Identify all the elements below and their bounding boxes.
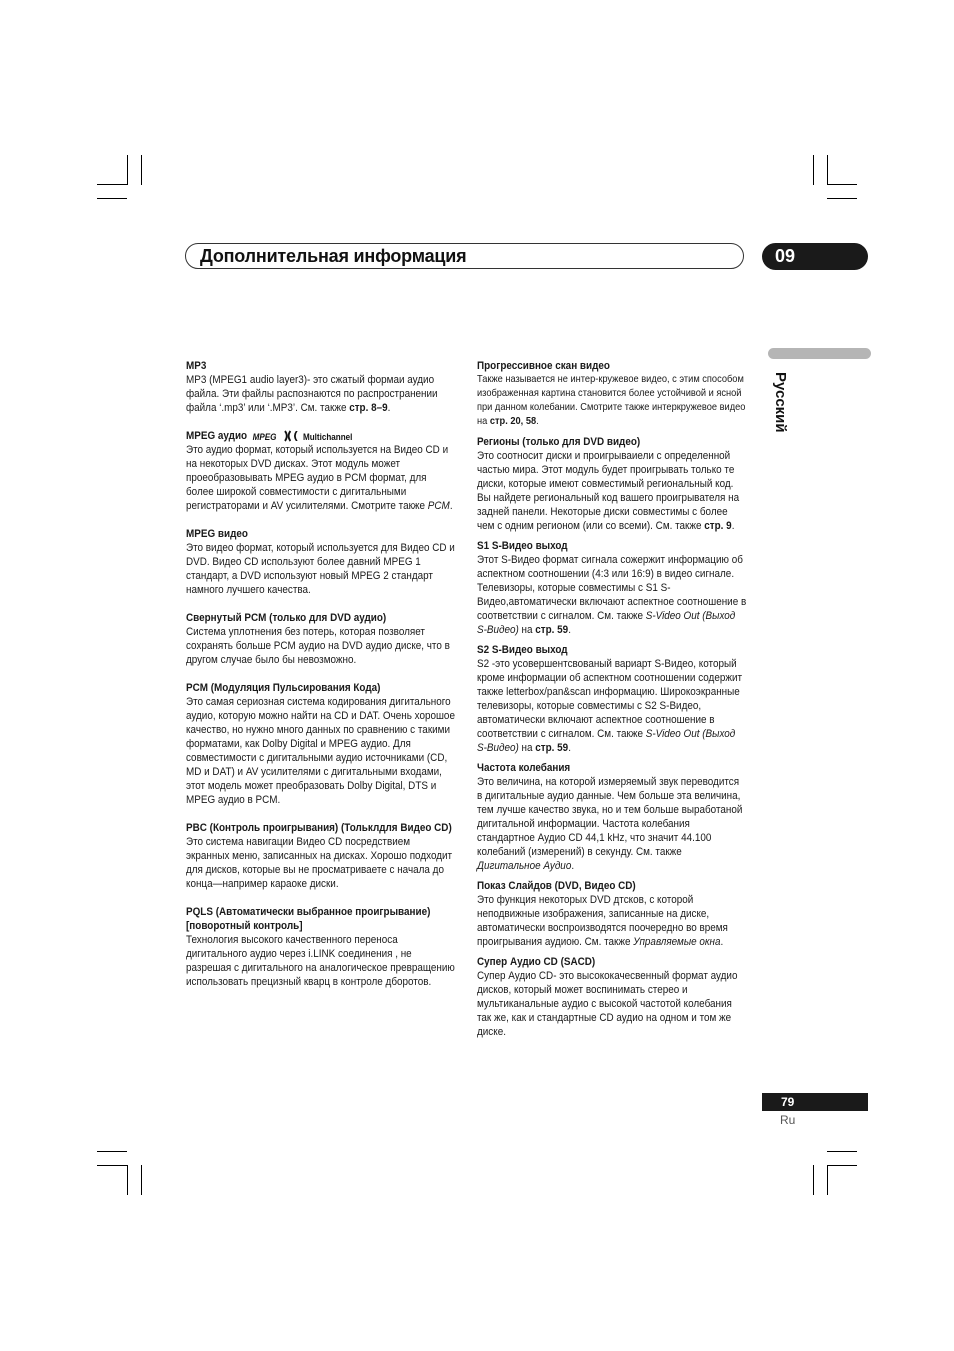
glossary-entry (186, 681, 456, 807)
page-reference: стр. 9 (704, 520, 732, 532)
page-language-code: Ru (780, 1113, 796, 1127)
entry-body: Это система навигации Видео CD посредствием экранных меню, записанных на дисках. Хорошо подходит для дисков, которые вы не просматриваете с начала до конца—например караоке диски. (186, 836, 453, 891)
entry-title: PBC (Контроль проигрывания) (Тольклдля Видео CD) (186, 822, 452, 835)
crop-mark (141, 155, 142, 185)
entry-body: Это величина, на которой измеряемый звук переводится в дигитальные аудио данные. Чем больше эта величина, тем лучше качество звука, но и тем больше выработаной дигитальной информации. Частота колебания стандартноe Аудио CD 44,1 kHz, что значит 44.100 колебаний (измерений) в секунду. См. также Дигитальное Аудио. (477, 776, 743, 872)
crop-mark (827, 1151, 857, 1152)
page-reference: стр. 8–9 (349, 402, 388, 414)
glossary-entry (186, 429, 456, 513)
crop-mark (141, 1165, 142, 1195)
crop-mark (827, 1165, 857, 1166)
chapter-badge (762, 243, 868, 270)
entry-title: Прогрессивное скан видео (477, 360, 610, 372)
crop-mark (127, 155, 128, 185)
crop-mark (827, 198, 857, 199)
crop-mark (97, 1151, 127, 1152)
entry-body: Также называется не интер-кружевое видео, с этим способом изображенная картина становится более устойчивой и ясной при данном колебании. Смотрите также интеркружевое видео на стр. 20, 58. (477, 374, 746, 427)
glossary-entry (186, 359, 456, 415)
glossary-entry (186, 905, 456, 989)
left-column (186, 359, 456, 1003)
page-reference: стр. 59 (535, 742, 569, 754)
page-number: 79 (781, 1095, 795, 1109)
svg-text:MPEG: MPEG (252, 431, 277, 443)
entry-body: Это соотносит диски и проигрываиели с определенной частью мира. Этот модуль будет проигрывать только те диски, которые имеют совместимый региональный код. Вы найдете региональный код вашего проигрывателя на задней панели. Некоторые диски совместимы с более чем с одним регионом (или со всеми). См. также стр. 9. (477, 450, 740, 532)
entry-title: PQLS (Автоматически выбранное проигрывание) [поворотный контроль] (186, 906, 431, 933)
entry-title: Супер Аудио CD (SACD) (477, 956, 596, 968)
crop-mark (827, 184, 857, 185)
crop-mark (97, 1165, 127, 1166)
entry-body: Это видео формат, который используется для Видео CD и DVD. Видео CD используют более давний MPEG 1 стандарт, а DVD используют новый MPEG 2 стандарт намного лучшего качества. (186, 542, 455, 597)
crop-mark (97, 198, 127, 199)
glossary-entry (477, 539, 747, 637)
chapter-number: 09 (775, 246, 796, 266)
page-reference: стр. 59 (535, 624, 569, 636)
entry-title: Частота колебания (477, 762, 571, 774)
entry-body: MP3 (MPEG1 audio layer3)- это сжатый формаи аудио файла. Эти файлы распознаются по распространении файла ‘.mp3’ или ‘.MP3’. См. также стр. 8–9. (186, 374, 438, 414)
glossary-entry (477, 879, 747, 949)
entry-body: Супер Аудио CD- это высококачесвенный формат аудио дисков, который может воспинимать стерео и мультиканальные аудио с высокой частотой колебания так же, как и стандартные CD аудио на одном и том же диске. (477, 970, 738, 1038)
glossary-entry (477, 435, 747, 533)
entry-title: MP3 (186, 360, 207, 372)
entry-body: Система уплотнения без потерь, которая позволяет сохранять больше PCM аудио на DVD аудио диске, что в другом случае было бы невозможно. (186, 626, 450, 667)
language-tab-bar (768, 348, 871, 359)
entry-title: MPEG аудио MPEG Multichannel (186, 429, 456, 443)
glossary-entry (477, 955, 747, 1039)
svg-text:Multichannel: Multichannel (302, 431, 353, 443)
mpeg-multichannel-logo (253, 429, 366, 443)
glossary-entry (477, 761, 747, 873)
glossary-entry (186, 527, 456, 597)
page-reference: стр. 20, 58 (489, 416, 537, 427)
header-bar (185, 243, 744, 269)
glossary-entry (186, 821, 456, 891)
entry-title: MPEG видео (186, 528, 248, 541)
language-label: Русский (772, 372, 789, 433)
entry-title: Свернутый PCM (только для DVD аудио) (186, 612, 387, 625)
entry-title: Показ Слайдов (DVD, Видео CD) (477, 880, 636, 892)
page-title: Дополнительная информация (200, 246, 467, 266)
entry-body: Этот S-Видео формат сигнала сожержит информацию об аспектном соотношении (4:3 или 16:9) в видео сигнале. Телевизоры, которые совместимы с S1 S-Видео,автоматически включают аспектное соотношение в соответствии с сигналом. См. также S-Video Out (Выход S-Видео) на стр. 59. (477, 554, 747, 636)
entry-title: S1 S-Видео выход (477, 540, 568, 552)
crop-mark (813, 1165, 814, 1195)
entry-body: Технология высокого качественного переноса дигитального аудио через i.LINK соединения , не разрешая с дигитального на аналогическое превращению использовать прецизный кварц в контроле дборотов. (186, 934, 455, 989)
entry-title: S2 S-Видео выход (477, 644, 568, 656)
glossary-entry (186, 611, 456, 667)
page-number-badge (762, 1093, 868, 1111)
crop-mark (97, 184, 127, 185)
entry-body: Это аудио формат, который используется на Видео CD и на некоторых DVD дисках. Этот модуль может проеобразовывать MPEG аудио в PCM формат, для более широкой совместимости с дигитальными регистраторами и AV усилителями. Смотрите также PCM. (186, 444, 453, 513)
entry-title: PCM (Модуляция Пульсирования Кода) (186, 682, 381, 695)
crop-mark (127, 1165, 128, 1195)
right-column (477, 359, 747, 1045)
glossary-entry (477, 359, 747, 429)
crop-mark (827, 155, 828, 185)
entry-body: Это самая сериозная система кодирования дигитального аудио, которую можно найти на CD и DAT. Очень хорошое качество, но нужно много данных по сравнению с такими форматами, как Dolby Digital и MPEG аудио. Для совместимости с дигитальными аудио источниками (CD, MD и DAT) и AV усилителями с дигитальными входами, этот модель может преобразовать Dolby Digital, DTS и MPEG аудио в PCM. (186, 696, 455, 807)
entry-title: Регионы (только для DVD видео) (477, 436, 641, 448)
entry-body: S2 -это усовершентсвованый вариарт S-Видео, который кроме информации об аспектном соотношении содержит также letterbox/pan&scan информацию. Широкоэкранные телевизоры, которые совместимы с S2 S-Видео, автоматически включают аспектное соотношение в соответствии с сигналом. См. также S-Video Out (Выход S-Видео) на стр. 59. (477, 658, 743, 754)
crop-mark (813, 155, 814, 185)
glossary-entry (477, 643, 747, 755)
entry-body: Это функция некоторых DVD дтсков, с которой неподвижные изображения, записанные на диске, автоматически воспроизводятся поочередно во время проигрывания аудиою. См. также Управляемые окна. (477, 894, 728, 948)
crop-mark (827, 1165, 828, 1195)
